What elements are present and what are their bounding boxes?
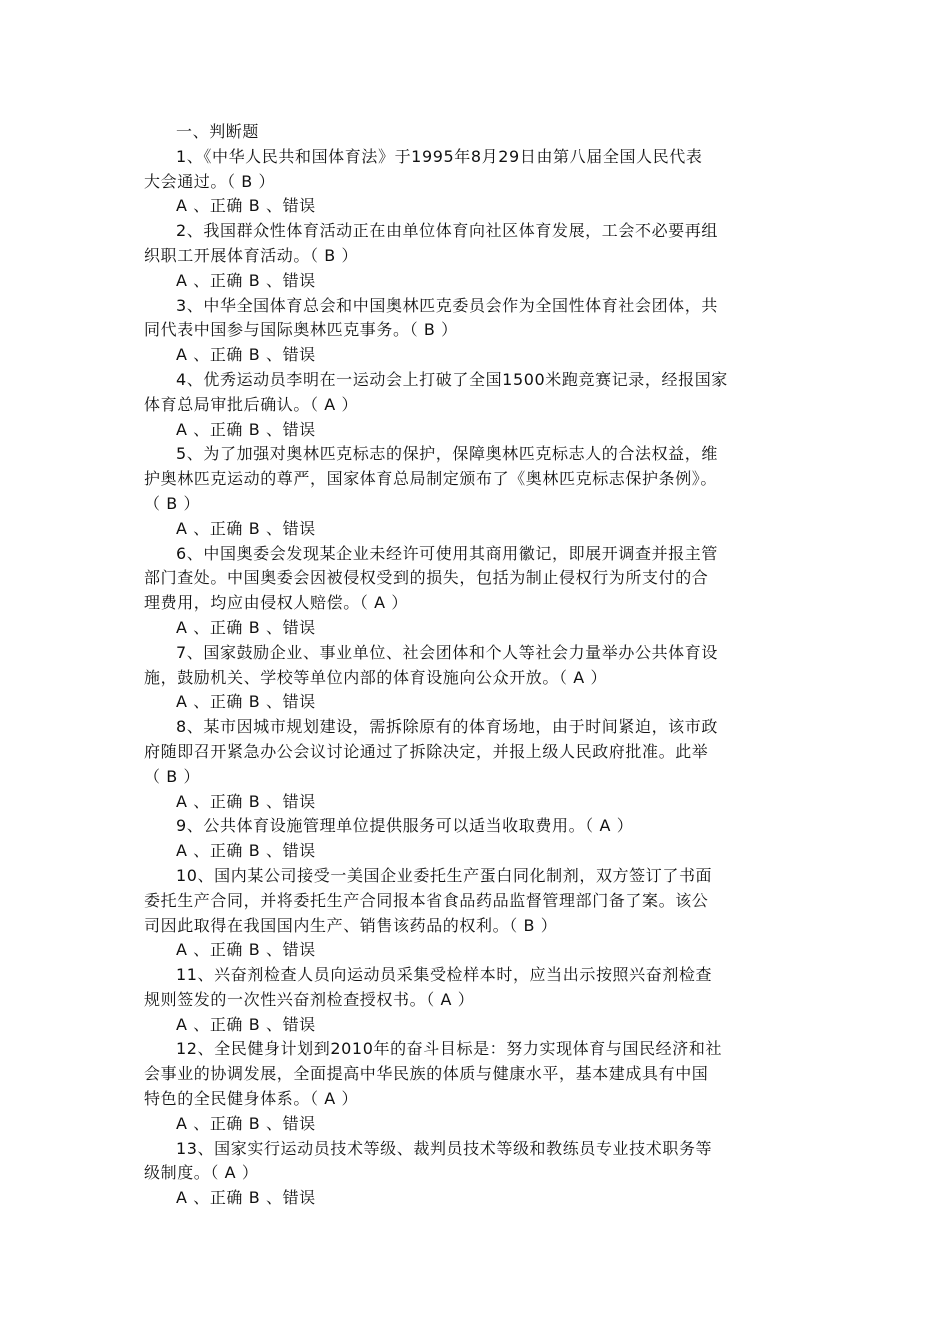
- question-text-continued: 司因此取得在我国国内生产、销售该药品的权利。（ B ）: [144, 915, 558, 935]
- question-text: 12、全民健身计划到2010年的奋斗目标是：努力实现体育与国民经济和社: [176, 1039, 723, 1059]
- question-text-continued: 会事业的协调发展，全面提高中华民族的体质与健康水平，基本建成具有中国: [144, 1064, 709, 1084]
- question-text-continued: 大会通过。（ B ）: [144, 171, 276, 191]
- answer-options: A 、正确 B 、错误: [176, 1188, 316, 1208]
- question-text-continued: 委托生产合同，并将委托生产合同报本省食品药品监督管理部门备了案。该公: [144, 890, 709, 910]
- answer-options: A 、正确 B 、错误: [176, 692, 316, 712]
- question-text-continued: 府随即召开紧急办公会议讨论通过了拆除决定，并报上级人民政府批准。此举: [144, 741, 709, 761]
- question-item: [144, 368, 804, 442]
- question-text: 10、国内某公司接受一美国企业委托生产蛋白同化制剂，双方签订了书面: [176, 865, 713, 885]
- question-item: [144, 442, 804, 541]
- question-text: 9、公共体育设施管理单位提供服务可以适当收取费用。（ A ）: [176, 816, 634, 836]
- question-text-continued: （ B ）: [144, 766, 201, 786]
- answer-options: A 、正确 B 、错误: [176, 419, 316, 439]
- question-text: 11、兴奋剂检查人员向运动员采集受检样本时，应当出示按照兴奋剂检查: [176, 965, 713, 985]
- question-text-continued: 体育总局审批后确认。（ A ）: [144, 394, 359, 414]
- question-text: 7、国家鼓励企业、事业单位、社会团体和个人等社会力量举办公共体育设: [176, 642, 718, 662]
- question-text: 2、我国群众性体育活动正在由单位体育向社区体育发展，工会不必要再组: [176, 221, 718, 241]
- question-text: 6、中国奥委会发现某企业未经许可使用其商用徽记，即展开调查并报主管: [176, 543, 718, 563]
- section-title: 一、判断题: [176, 122, 260, 141]
- question-text-continued: （ B ）: [144, 493, 201, 513]
- question-item: [144, 963, 804, 1037]
- question-text: 1、《中华人民共和国体育法》于1995年8月29日由第八届全国人民代表: [176, 146, 703, 166]
- answer-options: A 、正确 B 、错误: [176, 841, 316, 861]
- question-item: [144, 1037, 804, 1136]
- document-content: [144, 120, 804, 1211]
- question-item: [144, 145, 804, 219]
- answer-options: A 、正确 B 、错误: [176, 1113, 316, 1133]
- question-item: [144, 641, 804, 715]
- answer-options: A 、正确 B 、错误: [176, 270, 316, 290]
- question-text: 4、优秀运动员李明在一运动会上打破了全国1500米跑竞赛记录，经报国家: [176, 369, 728, 389]
- question-item: [144, 294, 804, 368]
- question-item: [144, 814, 804, 864]
- question-text-continued: 理费用，均应由侵权人赔偿。（ A ）: [144, 593, 408, 613]
- answer-options: A 、正确 B 、错误: [176, 196, 316, 216]
- question-text-continued: 织职工开展体育活动。（ B ）: [144, 245, 359, 265]
- answer-options: A 、正确 B 、错误: [176, 940, 316, 960]
- question-item: [144, 219, 804, 293]
- question-text-continued: 施，鼓励机关、学校等单位内部的体育设施向公众开放。（ A ）: [144, 667, 608, 687]
- question-text-continued: 部门查处。中国奥委会因被侵权受到的损失，包括为制止侵权行为所支付的合: [144, 568, 709, 588]
- answer-options: A 、正确 B 、错误: [176, 345, 316, 365]
- question-text-continued: 级制度。（ A ）: [144, 1163, 259, 1183]
- question-item: [144, 864, 804, 963]
- question-text-continued: 特色的全民健身体系。（ A ）: [144, 1089, 359, 1109]
- question-text-continued: 规则签发的一次性兴奋剂检查授权书。（ A ）: [144, 989, 475, 1009]
- answer-options: A 、正确 B 、错误: [176, 1014, 316, 1034]
- question-item: [144, 542, 804, 641]
- answer-options: A 、正确 B 、错误: [176, 791, 316, 811]
- question-text: 8、某市因城市规划建设，需拆除原有的体育场地，由于时间紧迫，该市政: [176, 717, 718, 737]
- question-item: [144, 1137, 804, 1211]
- question-text: 5、为了加强对奥林匹克标志的保护，保障奥林匹克标志人的合法权益，维: [176, 444, 718, 464]
- question-item: [144, 715, 804, 814]
- question-text: 13、国家实行运动员技术等级、裁判员技术等级和教练员专业技术职务等: [176, 1138, 713, 1158]
- question-text: 3、中华全国体育总会和中国奥林匹克委员会作为全国性体育社会团体，共: [176, 295, 718, 315]
- question-list: [144, 145, 804, 1211]
- question-text-continued: 护奥林匹克运动的尊严，国家体育总局制定颁布了《奥林匹克标志保护条例》。: [144, 469, 718, 489]
- answer-options: A 、正确 B 、错误: [176, 617, 316, 637]
- answer-options: A 、正确 B 、错误: [176, 518, 316, 538]
- question-text-continued: 同代表中国参与国际奥林匹克事务。（ B ）: [144, 320, 458, 340]
